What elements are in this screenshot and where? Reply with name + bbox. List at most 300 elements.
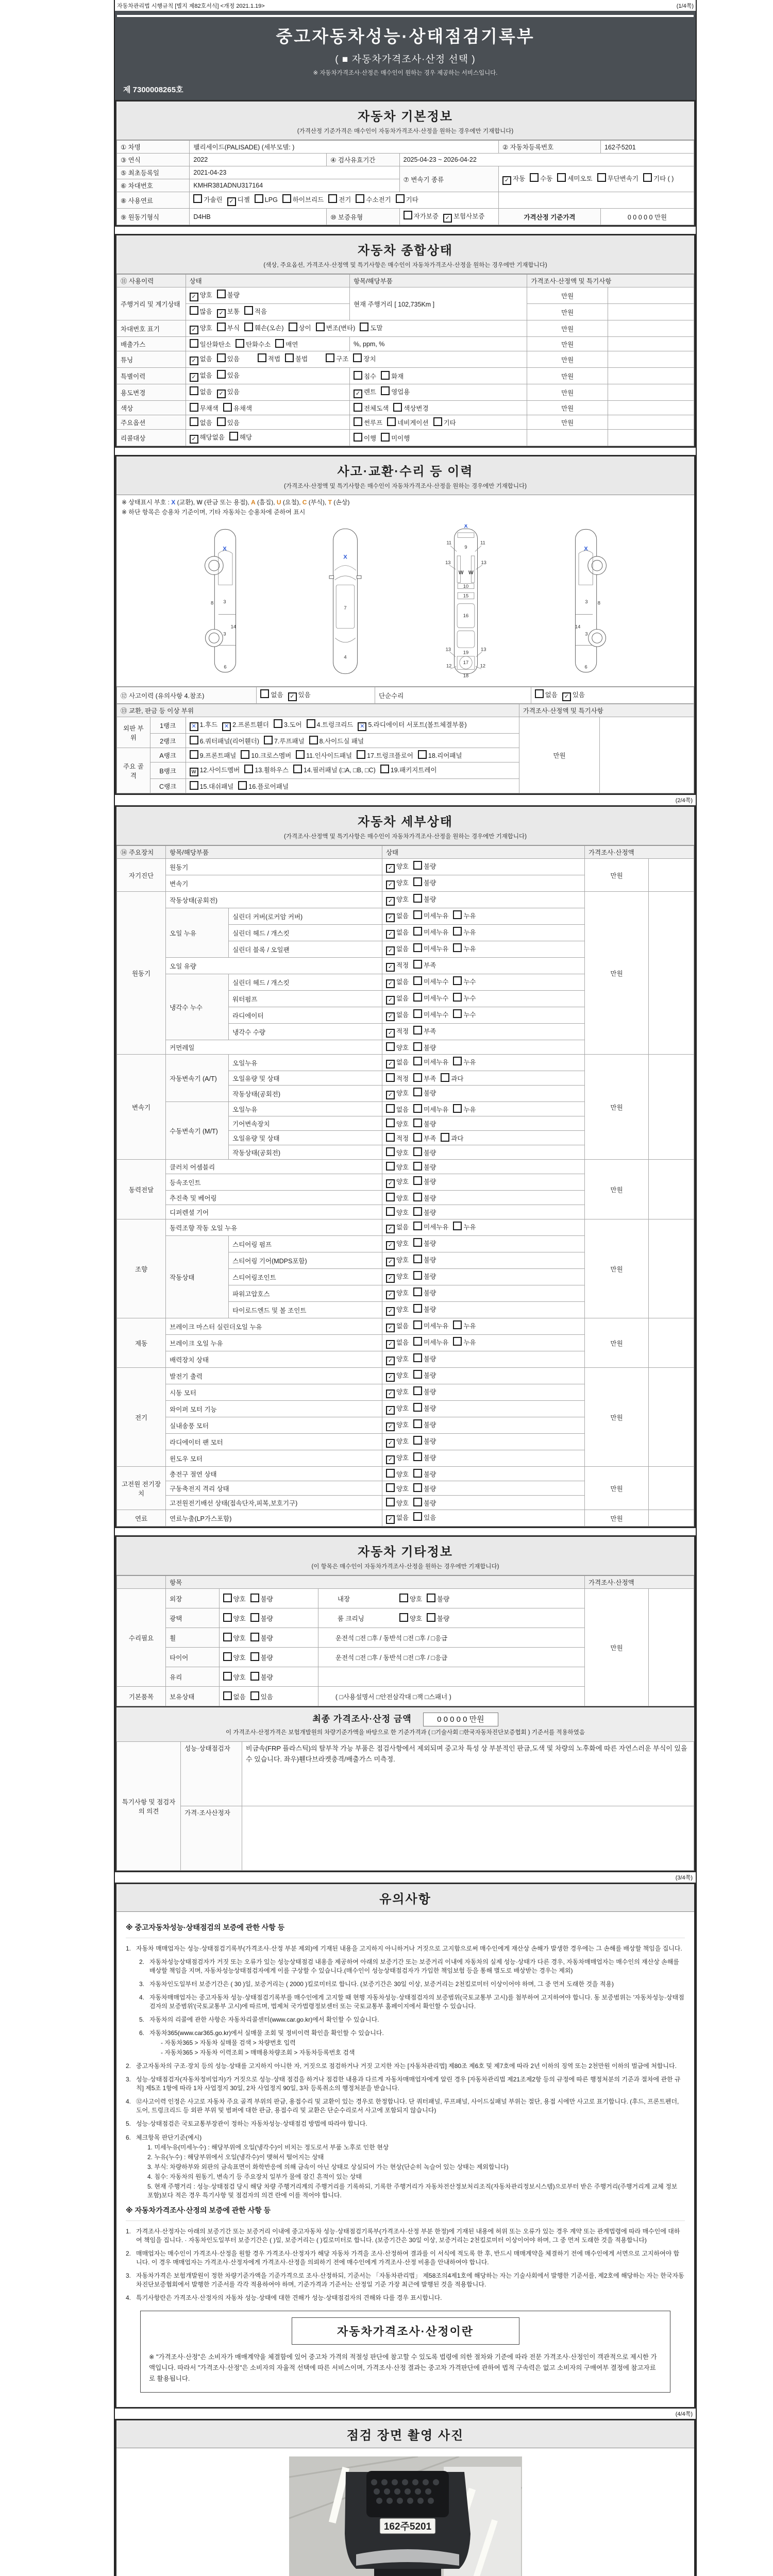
checkbox[interactable] (288, 692, 297, 701)
checkbox-label: 있음 (227, 388, 240, 396)
etc-item-label: 보유상태 (166, 1687, 219, 1706)
table-row (117, 1160, 694, 1174)
state-cell (382, 1145, 584, 1160)
checkbox[interactable] (413, 1271, 422, 1280)
checkbox[interactable] (356, 194, 364, 203)
checkbox[interactable] (386, 979, 395, 988)
checkbox[interactable] (413, 1238, 422, 1247)
checkbox[interactable] (413, 1386, 422, 1395)
checkbox[interactable] (387, 417, 396, 426)
checkbox[interactable] (386, 1469, 395, 1478)
checkbox[interactable] (386, 1073, 395, 1082)
checkbox[interactable] (413, 1403, 422, 1412)
etc-extra-cell (318, 1589, 584, 1608)
checkbox[interactable] (381, 386, 390, 395)
checkbox[interactable] (358, 722, 366, 731)
checkbox-option (227, 195, 250, 206)
etc-extra-cell (318, 1628, 584, 1648)
checkbox[interactable] (386, 864, 395, 873)
checkbox[interactable] (453, 1222, 462, 1230)
checkbox[interactable] (217, 309, 226, 318)
checkbox[interactable] (381, 433, 390, 442)
checkbox-option (193, 194, 222, 204)
checkbox[interactable] (562, 692, 571, 701)
checkbox[interactable] (386, 1439, 395, 1448)
checkbox-label: 없음 (396, 1059, 409, 1066)
note-cell (608, 384, 694, 401)
usage-label: 배출가스 (117, 337, 186, 351)
checkbox[interactable] (386, 1406, 395, 1415)
checkbox[interactable] (404, 211, 412, 219)
checkbox[interactable] (413, 1370, 422, 1379)
notice-item (126, 2249, 685, 2267)
checkbox[interactable] (413, 1207, 422, 1216)
checkbox[interactable] (293, 765, 302, 773)
checkbox[interactable] (386, 1193, 395, 1201)
item-label: 오일 유량 (166, 958, 382, 974)
notice-number: 6. (139, 2029, 145, 2037)
checkbox[interactable] (597, 173, 606, 182)
checkbox[interactable] (427, 1594, 435, 1602)
checkbox[interactable] (386, 1340, 395, 1349)
checkbox[interactable] (413, 861, 422, 870)
checkbox-option (387, 417, 428, 427)
checkbox[interactable] (557, 173, 566, 182)
checkbox[interactable] (258, 353, 266, 362)
checkbox[interactable] (190, 768, 198, 776)
checkbox[interactable] (275, 339, 284, 348)
checkbox[interactable] (227, 197, 236, 206)
checkbox[interactable] (386, 897, 395, 906)
checkbox[interactable] (386, 1515, 395, 1524)
checkbox[interactable] (413, 1222, 422, 1230)
checkbox[interactable] (386, 1291, 395, 1299)
checkbox[interactable] (285, 353, 294, 362)
checkbox[interactable] (307, 719, 315, 728)
checkbox[interactable] (418, 750, 427, 759)
checkbox[interactable] (289, 323, 297, 331)
checkbox[interactable] (413, 877, 422, 886)
checkbox[interactable] (413, 1193, 422, 1201)
checkbox[interactable] (399, 1613, 408, 1622)
accident-subtitle: (가격조사·산정액 및 특기사항은 매수인이 자동차가격조사·산정을 원하는 경우에만 기재합니다) (284, 483, 527, 489)
checkbox[interactable] (354, 417, 362, 426)
checkbox[interactable] (413, 910, 422, 919)
checkbox[interactable] (413, 894, 422, 903)
checkbox[interactable] (386, 996, 395, 1005)
checkbox[interactable] (190, 722, 198, 731)
checkbox[interactable] (190, 306, 198, 315)
checkbox[interactable] (236, 339, 244, 348)
checkbox[interactable] (190, 373, 198, 382)
document-number: 제 7300008265호 (123, 86, 183, 94)
checkbox[interactable] (353, 353, 362, 362)
item-label: 작동상태(공회전) (229, 1145, 382, 1160)
checkbox[interactable] (223, 1613, 232, 1622)
checkbox-label: 불법 (295, 355, 308, 363)
checkbox-label: 양호 (396, 1121, 409, 1128)
part-number: 11 (480, 540, 485, 546)
checkbox[interactable] (386, 1225, 395, 1233)
checkbox-label: 불량 (424, 1149, 436, 1157)
exchange-mark: X (463, 524, 468, 530)
checkbox[interactable] (502, 176, 511, 185)
checkbox[interactable] (229, 432, 238, 440)
checkbox-option (413, 1042, 436, 1052)
checkbox[interactable] (360, 323, 368, 331)
checkbox[interactable] (244, 323, 253, 331)
checkbox[interactable] (386, 1373, 395, 1382)
checkbox[interactable] (386, 1258, 395, 1266)
checkbox[interactable] (190, 781, 198, 790)
checkbox[interactable] (413, 1133, 422, 1142)
checkbox[interactable] (250, 1652, 259, 1661)
price-cell: 만원 (527, 401, 608, 415)
part-number: 3 (584, 599, 588, 604)
checkbox[interactable] (386, 1104, 395, 1113)
checkbox[interactable] (413, 1026, 422, 1035)
state-cell (382, 1401, 584, 1417)
checkbox[interactable] (386, 1207, 395, 1216)
checkbox[interactable] (413, 1512, 422, 1521)
checkbox[interactable] (413, 1353, 422, 1362)
checkbox[interactable] (241, 750, 249, 759)
checkbox[interactable] (413, 1498, 422, 1506)
checkbox-label: 침수 (363, 373, 377, 380)
state-cell (382, 1318, 584, 1335)
checkbox[interactable] (413, 1287, 422, 1296)
checkbox[interactable] (223, 1594, 232, 1602)
notice-subline: 2. 누유(누수) : 해당부위에서 오일(냉각수)이 맺혀서 떨어지는 상태 (147, 2153, 324, 2161)
checkbox[interactable] (316, 323, 325, 331)
checkbox[interactable] (217, 290, 226, 298)
checkbox-option (413, 1469, 436, 1479)
checkbox[interactable] (413, 1337, 422, 1346)
checkbox[interactable] (274, 719, 282, 728)
checkbox[interactable] (413, 1452, 422, 1461)
checkbox[interactable] (413, 927, 422, 936)
checkbox[interactable] (643, 173, 652, 182)
checkbox[interactable] (217, 370, 226, 379)
checkbox[interactable] (354, 403, 362, 412)
checkbox[interactable] (193, 194, 202, 203)
checkbox-option (386, 861, 409, 873)
checkbox[interactable] (530, 173, 539, 182)
checkbox[interactable] (443, 214, 452, 223)
checkbox[interactable] (413, 1176, 422, 1185)
checkbox[interactable] (413, 1436, 422, 1445)
checkbox[interactable] (413, 1255, 422, 1263)
checkbox[interactable] (354, 389, 362, 398)
checkbox-label: 영업용 (391, 388, 410, 396)
checkbox[interactable] (441, 1133, 449, 1142)
checkbox[interactable] (535, 689, 544, 698)
checkbox[interactable] (190, 417, 198, 426)
checkbox[interactable] (413, 976, 422, 985)
checkbox[interactable] (386, 1091, 395, 1099)
checkbox-option (413, 927, 448, 937)
etc-extra-label: 내장 (337, 1596, 350, 1603)
note-cell (600, 717, 694, 793)
checkbox-label: 가솔린 (204, 196, 223, 204)
state-cell (382, 1174, 584, 1191)
checkbox[interactable] (238, 781, 247, 790)
state-cell (382, 925, 584, 941)
checkbox-option (453, 976, 476, 986)
note-cell (608, 351, 694, 368)
checkbox[interactable] (386, 1042, 395, 1051)
checkbox[interactable] (354, 433, 362, 442)
checkbox-option (441, 1133, 463, 1143)
checkbox[interactable] (413, 1483, 422, 1492)
checkbox[interactable] (386, 1324, 395, 1332)
state-cell (186, 401, 349, 415)
checkbox[interactable] (260, 689, 269, 698)
checkbox[interactable] (396, 194, 405, 203)
checkbox[interactable] (386, 1357, 395, 1365)
checkbox-option (413, 1104, 448, 1114)
checkbox[interactable] (190, 435, 198, 444)
first-reg-value: 2021-04-23 (190, 166, 399, 179)
checkbox[interactable] (413, 1009, 422, 1018)
state-cell (382, 1219, 584, 1236)
etc-extra-text: 운전석 □전 □후 / 동반석 □전 □후 / □응급 (335, 1634, 448, 1642)
checkbox[interactable] (217, 353, 226, 362)
checkbox-option (386, 1010, 409, 1021)
checkbox[interactable] (453, 910, 462, 919)
checkbox[interactable] (190, 339, 198, 348)
checkbox[interactable] (386, 1241, 395, 1250)
checkbox[interactable] (217, 417, 226, 426)
checkbox[interactable] (386, 1060, 395, 1069)
checkbox[interactable] (386, 1422, 395, 1431)
checkbox[interactable] (399, 1594, 408, 1602)
checkbox-option (386, 1207, 409, 1217)
checkbox[interactable] (190, 326, 198, 334)
checkbox-option (413, 1271, 436, 1281)
checkbox[interactable] (386, 1498, 395, 1506)
checkbox-option (354, 387, 376, 398)
checkbox-label: 유채색 (233, 405, 253, 412)
etc-state-cell (219, 1667, 318, 1687)
checkbox[interactable] (413, 1304, 422, 1313)
checkbox[interactable] (250, 1672, 259, 1681)
checkbox-label: 과다 (451, 1135, 464, 1142)
checkbox[interactable] (453, 1337, 462, 1346)
notice-text: 자동차 매매업자는 성능·상태점검기록부(가격조사·산정 부분 제외)에 기재된 내용을 고지하지 아니하거나 거짓으로 고지함으로써 매수인에게 재산상 손해가 발생한 경우에는 그 손해를 배상할 책임을 집니다. (136, 1945, 682, 1952)
page-marker-3: (3/4쪽) (675, 1875, 693, 1881)
price-cell: 만원 (584, 1510, 648, 1527)
checkbox-label: 불량 (424, 1421, 436, 1429)
checkbox[interactable] (413, 1118, 422, 1127)
checkbox-label: 매연 (285, 341, 298, 348)
checkbox-label: 10.크로스멤버 (251, 752, 292, 759)
checkbox[interactable] (264, 736, 273, 744)
detail-col-item: 항목/해당부품 (166, 846, 382, 859)
top-strip (115, 0, 696, 11)
checkbox-label: 네비게이션 (397, 419, 429, 427)
checkbox[interactable] (250, 1613, 259, 1622)
checkbox[interactable] (354, 371, 362, 380)
checkbox[interactable] (453, 993, 462, 1002)
checkbox[interactable] (453, 1104, 462, 1113)
checkbox[interactable] (326, 353, 334, 362)
checkbox[interactable] (386, 946, 395, 955)
checkbox[interactable] (244, 306, 253, 315)
checkbox[interactable] (413, 993, 422, 1002)
photos-title: 점검 장면 촬영 사진 (346, 2428, 464, 2443)
checkbox-option (217, 323, 240, 332)
checkbox[interactable] (413, 1147, 422, 1156)
checkbox[interactable] (386, 1118, 395, 1127)
reg-no-value: 162주5201 (600, 141, 694, 154)
checkbox[interactable] (190, 293, 198, 301)
checkbox[interactable] (413, 960, 422, 969)
checkbox-option (386, 1133, 409, 1143)
checkbox[interactable] (381, 371, 390, 380)
checkbox-option (190, 323, 212, 334)
checkbox[interactable] (282, 194, 291, 203)
checkbox[interactable] (255, 194, 263, 203)
checkbox[interactable] (413, 1320, 422, 1329)
checkbox[interactable] (223, 1633, 232, 1641)
price-cell: 만원 (584, 1219, 648, 1318)
checkbox[interactable] (413, 1419, 422, 1428)
overall-col-state: 상태 (186, 275, 349, 287)
checkbox[interactable] (413, 1088, 422, 1096)
checkbox[interactable] (190, 386, 198, 395)
item-label: 파워고압호스 (229, 1285, 382, 1302)
section-photos (115, 2419, 696, 2576)
checkbox-label: 없음 (396, 945, 409, 953)
notice-item (126, 2120, 685, 2128)
checkbox-label: 불량 (424, 1372, 436, 1379)
checkbox[interactable] (250, 1633, 259, 1641)
checkbox[interactable] (386, 880, 395, 889)
checkbox-label: 불량 (424, 1121, 436, 1128)
checkbox[interactable] (190, 357, 198, 365)
rank-label: 1랭크 (150, 717, 186, 734)
checkbox-option (217, 353, 240, 363)
notice-number: 1. (126, 1945, 131, 1952)
checkbox[interactable] (223, 1691, 232, 1700)
checkbox[interactable] (386, 930, 395, 939)
checkbox[interactable] (413, 1469, 422, 1478)
checkbox-label: 9.프론트패널 (199, 752, 237, 759)
checkbox[interactable] (386, 963, 395, 972)
checkbox[interactable] (386, 1483, 395, 1492)
checkbox[interactable] (386, 1307, 395, 1316)
checkbox[interactable] (386, 1455, 395, 1464)
checkbox[interactable] (190, 736, 198, 744)
notice-item (139, 1993, 685, 2011)
checkbox[interactable] (223, 1672, 232, 1681)
checkbox[interactable] (453, 976, 462, 985)
checkbox[interactable] (453, 943, 462, 952)
checkbox[interactable] (222, 722, 231, 731)
checkbox[interactable] (386, 1389, 395, 1398)
checkbox[interactable] (386, 1162, 395, 1171)
checkbox[interactable] (328, 194, 337, 203)
notice-text: 가격조사·산정자는 아래의 보증기간 또는 보증거리 이내에 중고자동차 성능·상태점검기록부(가격조사·산정 부분 한정)에 기재된 내용에 허위 또는 오류가 있는 경우 계약 또는 관계법령에 따라 매수인에 대하여 책임을 집니다. · 자동차인도일부터 보증기간은 ( )일, 보증거리는 ( )킬로미터로 합니다. (보증기간은 30일 이상, 보증거리는 2천킬로미터 이상이어야 하며, 그 중 먼저 도래한 것을 적용합니다) (136, 2227, 680, 2244)
checkbox-label: 불량 (424, 1438, 436, 1445)
checkbox[interactable] (413, 1162, 422, 1171)
checkbox[interactable] (433, 417, 442, 426)
checkbox-option (413, 1176, 436, 1186)
checkbox[interactable] (223, 1652, 232, 1661)
rank-label: C랭크 (150, 779, 186, 793)
checkbox[interactable] (427, 1613, 435, 1622)
checkbox[interactable] (217, 323, 226, 331)
checkbox[interactable] (386, 1147, 395, 1156)
checkbox-option (238, 781, 289, 791)
checkbox[interactable] (190, 403, 198, 412)
checkbox[interactable] (453, 927, 462, 936)
checkbox[interactable] (309, 736, 318, 744)
item-label: 시동 모터 (166, 1384, 382, 1401)
checkbox[interactable] (453, 1009, 462, 1018)
checkbox[interactable] (223, 403, 232, 412)
legend-note: ※ 하단 항목은 승용차 기준이며, 기타 자동차는 승용차에 준하여 표시 (122, 509, 306, 516)
checkbox[interactable] (393, 403, 402, 412)
device-group-label: 고전원 전기장치 (117, 1467, 166, 1510)
checkbox[interactable] (217, 389, 226, 398)
checkbox-option (413, 960, 436, 970)
checkbox-label: 18.리어패널 (428, 752, 462, 759)
checkbox[interactable] (386, 913, 395, 922)
checkbox-option (413, 976, 448, 986)
notice-number: 3. (126, 2272, 131, 2279)
etc-item-label: 외장 (166, 1589, 219, 1608)
checkbox-label: 미세누유 (424, 929, 449, 936)
checkbox[interactable] (413, 943, 422, 952)
checkbox[interactable] (453, 1320, 462, 1329)
checkbox[interactable] (357, 750, 365, 759)
checkbox[interactable] (413, 1104, 422, 1113)
checkbox-label: 있음 (424, 1514, 436, 1521)
checkbox[interactable] (386, 1029, 395, 1038)
checkbox[interactable] (386, 1012, 395, 1021)
checkbox[interactable] (386, 1133, 395, 1142)
checkbox[interactable] (413, 1042, 422, 1051)
checkbox[interactable] (453, 1057, 462, 1065)
checkbox-label: 1.후드 (199, 721, 218, 728)
checkbox[interactable] (441, 1073, 449, 1082)
checkbox[interactable] (386, 1274, 395, 1283)
part-number: 9 (464, 544, 467, 550)
checkbox[interactable] (386, 1179, 395, 1188)
checkbox-label: 있음 (260, 1693, 273, 1701)
checkbox[interactable] (190, 750, 198, 759)
checkbox[interactable] (413, 1057, 422, 1065)
item-label: 냉각수 수량 (229, 1024, 382, 1040)
checkbox-label: 양호 (199, 325, 212, 332)
table-row (117, 368, 694, 384)
checkbox[interactable] (250, 1691, 259, 1700)
final-price-bar (116, 1706, 694, 1741)
checkbox-option (217, 417, 240, 427)
checkbox[interactable] (244, 765, 253, 773)
field-label-car-name: ① 차명 (117, 141, 190, 154)
checkbox[interactable] (250, 1594, 259, 1602)
checkbox[interactable] (296, 750, 305, 759)
checkbox[interactable] (413, 1073, 422, 1082)
notice-subline: - 자동차365 > 자동차 실매물 검색 > 차량번호 입력 (161, 2039, 296, 2047)
checkbox[interactable] (380, 765, 389, 773)
item-label: 라디에이터 (229, 1007, 382, 1024)
checkbox-label: 불량 (424, 1405, 436, 1412)
checkbox-label: 미세누유 (424, 945, 449, 953)
